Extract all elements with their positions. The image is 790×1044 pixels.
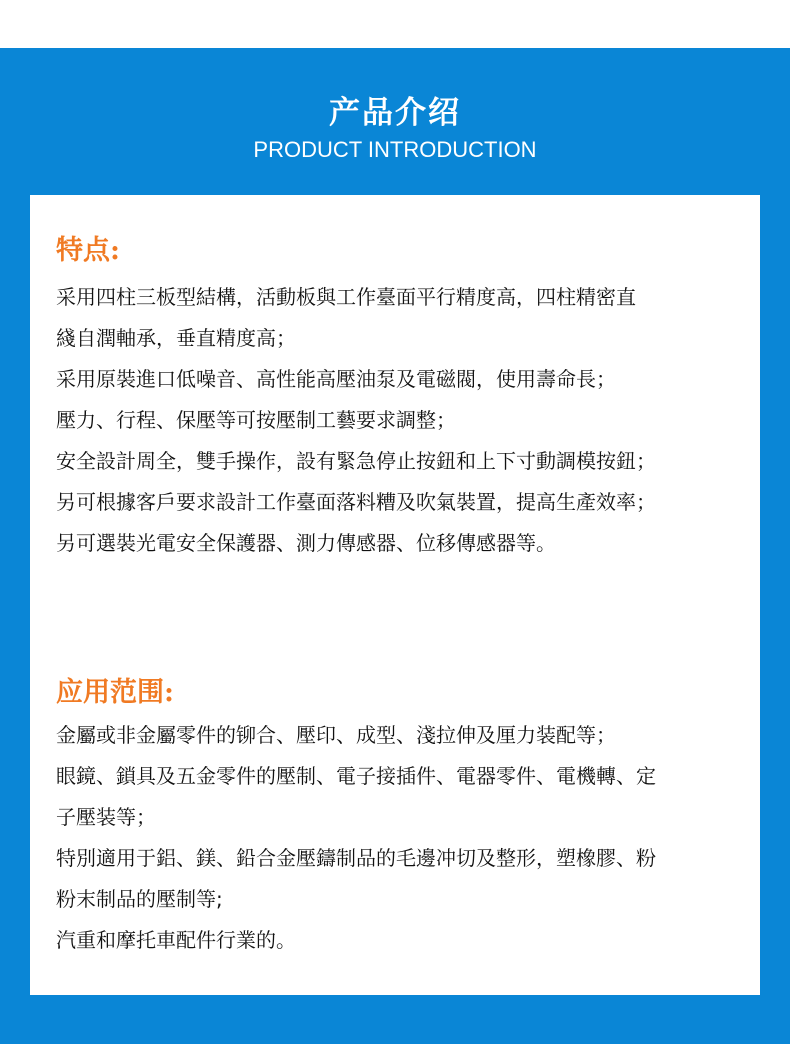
page-title: 产品介绍 xyxy=(329,95,461,131)
application-line: 子壓装等； xyxy=(56,805,156,829)
features-heading: 特点: xyxy=(56,235,120,266)
feature-line: 采用原裝進口低噪音、高性能高壓油泵及電磁閥，使用壽命長； xyxy=(56,367,616,391)
feature-line: 安全設計周全，雙手操作，設有緊急停止按鈕和上下寸動調模按鈕； xyxy=(56,449,656,473)
application-line: 特別適用于鋁、鎂、鉛合金壓鑄制品的毛邊冲切及整形，塑橡膠、粉 xyxy=(56,846,656,870)
feature-line: 采用四柱三板型結構，活動板與工作臺面平行精度高，四柱精密直 xyxy=(56,285,636,309)
feature-line: 壓力、行程、保壓等可按壓制工藝要求調整； xyxy=(56,408,456,432)
application-line: 金屬或非金屬零件的铆合、壓印、成型、淺拉伸及厘力装配等； xyxy=(56,723,616,747)
feature-line: 另可選裝光電安全保護器、測力傳感器、位移傳感器等。 xyxy=(56,531,556,555)
application-line: 粉末制品的壓制等; xyxy=(56,887,223,911)
applications-heading: 应用范围: xyxy=(56,677,174,708)
applications-list xyxy=(56,715,756,961)
page-subtitle: PRODUCT INTRODUCTION xyxy=(253,137,537,162)
application-line: 汽重和摩托車配件行業的。 xyxy=(56,928,296,952)
content-card xyxy=(30,195,760,995)
features-list xyxy=(56,277,756,564)
feature-line: 綫自潤軸承，垂直精度高； xyxy=(56,326,296,350)
feature-line: 另可根據客戶要求設計工作臺面落料糟及吹氣裝置，提高生產效率； xyxy=(56,490,656,514)
application-line: 眼鏡、鎖具及五金零件的壓制、電子接插件、電器零件、電機轉、定 xyxy=(56,764,656,788)
